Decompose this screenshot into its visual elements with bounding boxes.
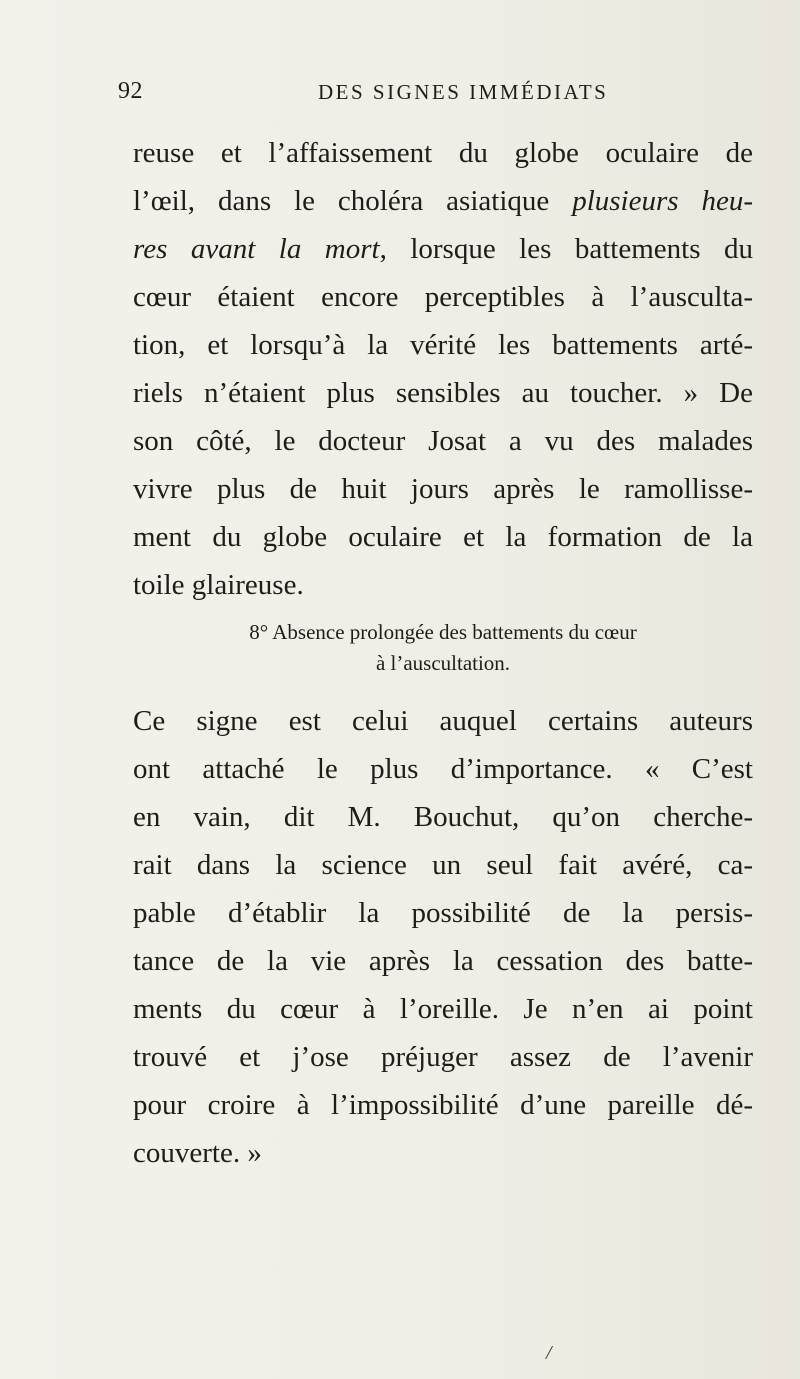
text-line: riels n’étaient plus sensibles au toucher. » De [133,377,753,409]
section-heading-line: à l’auscultation. [375,651,511,675]
text-line: trouvé et j’ose préjuger assez de l’avenir [133,1041,753,1073]
text-segment: l’œil, dans le choléra asiatique [133,185,573,217]
text-line: ment du globe oculaire et la formation de la [133,521,753,553]
text-line: tance de la vie après la cessation des batte- [133,945,753,977]
stray-mark: / [546,1342,552,1364]
page-number: 92 [118,78,143,104]
text-line: reuse et l’affaissement du globe oculaire de [133,137,753,169]
text-line [133,177,753,225]
text-line: son côté, le docteur Josat a vu des malades [133,425,753,457]
text-line: ments du cœur à l’oreille. Je n’en ai point [133,993,753,1025]
text-line: en vain, dit M. Bouchut, qu’on cherche- [133,801,753,833]
text-line: ont attaché le plus d’importance. « C’est [133,753,753,785]
text-line: rait dans la science un seul fait avéré, ca- [133,849,753,881]
page-header [118,78,758,108]
paragraph-1 [133,129,753,609]
paragraph-2 [133,697,753,1177]
text-line: pour croire à l’impossibilité d’une pareille dé- [133,1089,753,1121]
text-line: vivre plus de huit jours après le ramollisse- [133,473,753,505]
italic-phrase: res avant la mort [133,233,380,265]
italic-phrase: plusieurs heu- [572,185,753,217]
text-line: Ce signe est celui auquel certains auteurs [133,705,753,737]
text-line: toile glaireuse. [133,569,304,601]
text-line: tion, et lorsqu’à la vérité les battements arté- [133,329,753,361]
text-segment: , lorsque les battements du [379,233,753,265]
running-head: DES SIGNES IMMÉDIATS [318,80,609,104]
section-heading [133,617,753,679]
text-line: couverte. » [133,1137,262,1169]
text-line: cœur étaient encore perceptibles à l’ausculta- [133,281,753,313]
section-heading-line: 8° Absence prolongée des battements du cœur [249,620,637,644]
text-line: pable d’établir la possibilité de la persis- [133,897,753,929]
text-line [133,225,753,273]
